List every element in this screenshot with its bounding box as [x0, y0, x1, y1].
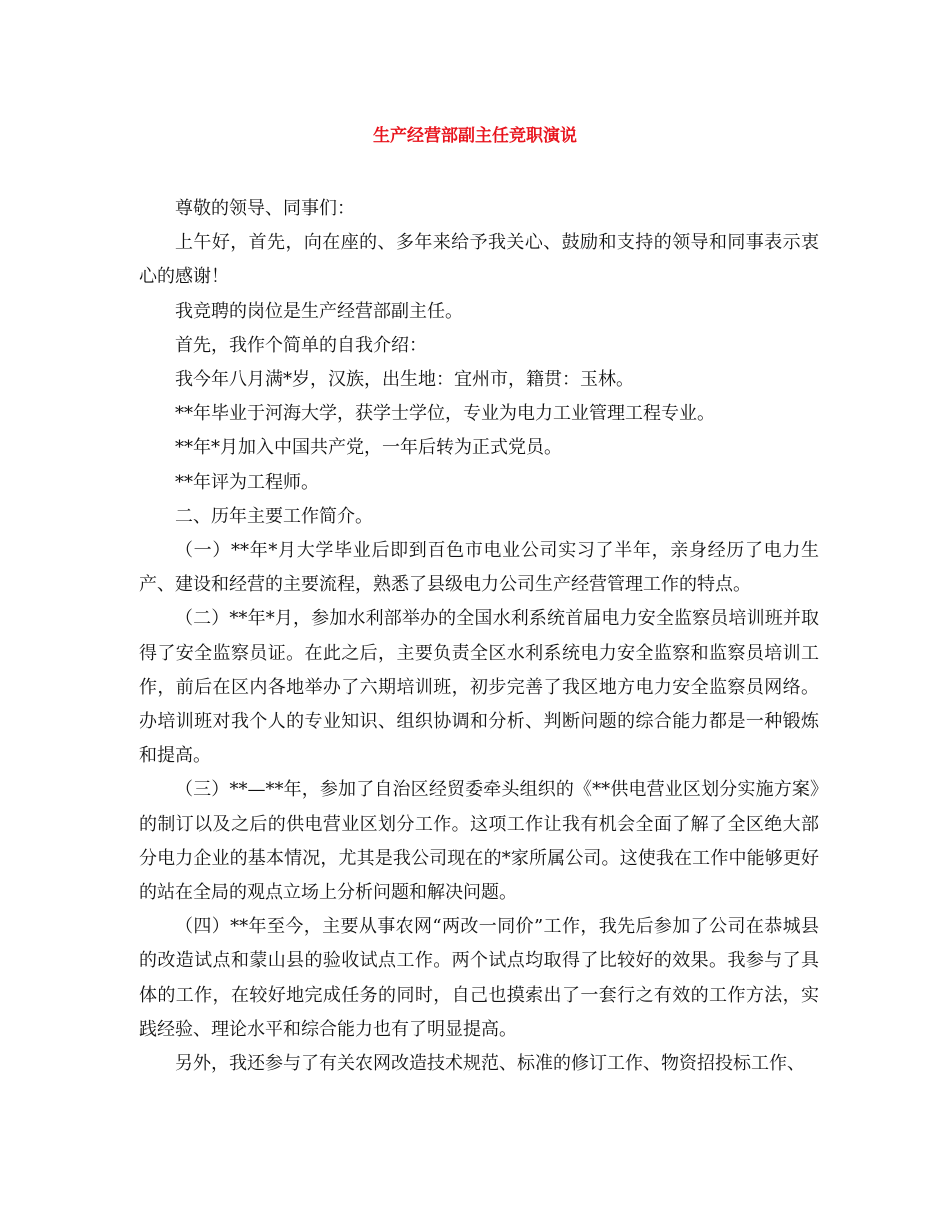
document-body [139, 192, 819, 1081]
paragraph-work-3: （三）**—**年，参加了自治区经贸委牵头组织的《**供电营业区划分实施方案》的制订以及之后的供电营业区划分工作。这项工作让我有机会全面了解了全区绝大部分电力企业的基本情况，尤其是我公司现在的*家所属公司。这使我在工作中能够更好的站在全局的观点立场上分析问题和解决问题。 [139, 779, 819, 904]
paragraph-section-heading: 二、历年主要工作简介。 [175, 505, 373, 527]
paragraph-engineer: **年评为工程师。 [175, 471, 319, 493]
paragraph-personal-info: 我今年八月满*岁，汉族，出生地：宜州市，籍贯：玉林。 [175, 369, 634, 391]
paragraph-position: 我竞聘的岗位是生产经营部副主任。 [175, 300, 463, 322]
paragraph-thanks: 上午好，首先，向在座的、多年来给予我关心、鼓励和支持的领导和同事表示衷心的感谢！ [139, 232, 819, 288]
document-title: 生产经营部副主任竞职演说 [373, 126, 577, 146]
paragraph-work-4: （四）**年至今，主要从事农网“两改一同价”工作，我先后参加了公司在恭城县的改造试点和蒙山县的验收试点工作。两个试点均取得了比较好的效果。我参与了具体的工作，在较好地完成任务的同时，自己也摸索出了一套行之有效的工作方法，实践经验、理论水平和综合能力也有了明显提高。 [139, 916, 819, 1040]
paragraph-additional: 另外，我还参与了有关农网改造技术规范、标准的修订工作、物资招投标工作、 [175, 1053, 805, 1075]
paragraph-intro: 首先，我作个简单的自我介绍： [175, 334, 427, 356]
paragraph-work-1: （一）**年*月大学毕业后即到百色市电业公司实习了半年，亲身经历了电力生产、建设和经营的主要流程，熟悉了县级电力公司生产经营管理工作的特点。 [139, 540, 819, 596]
paragraph-education: **年毕业于河海大学，获学士学位，专业为电力工业管理工程专业。 [175, 403, 715, 425]
paragraph-work-2: （二）**年*月，参加水利部举办的全国水利系统首届电力安全监察员培训班并取得了安全监察员证。在此之后，主要负责全区水利系统电力安全监察和监察员培训工作，前后在区内各地举办了六期培训班，初步完善了我区地方电力安全监察员网络。办培训班对我个人的专业知识、组织协调和分析、判断问题的综合能力都是一种锻炼和提高。 [139, 608, 819, 767]
paragraph-greeting: 尊敬的领导、同事们： [175, 198, 355, 219]
paragraph-party: **年*月加入中国共产党，一年后转为正式党员。 [175, 437, 562, 459]
